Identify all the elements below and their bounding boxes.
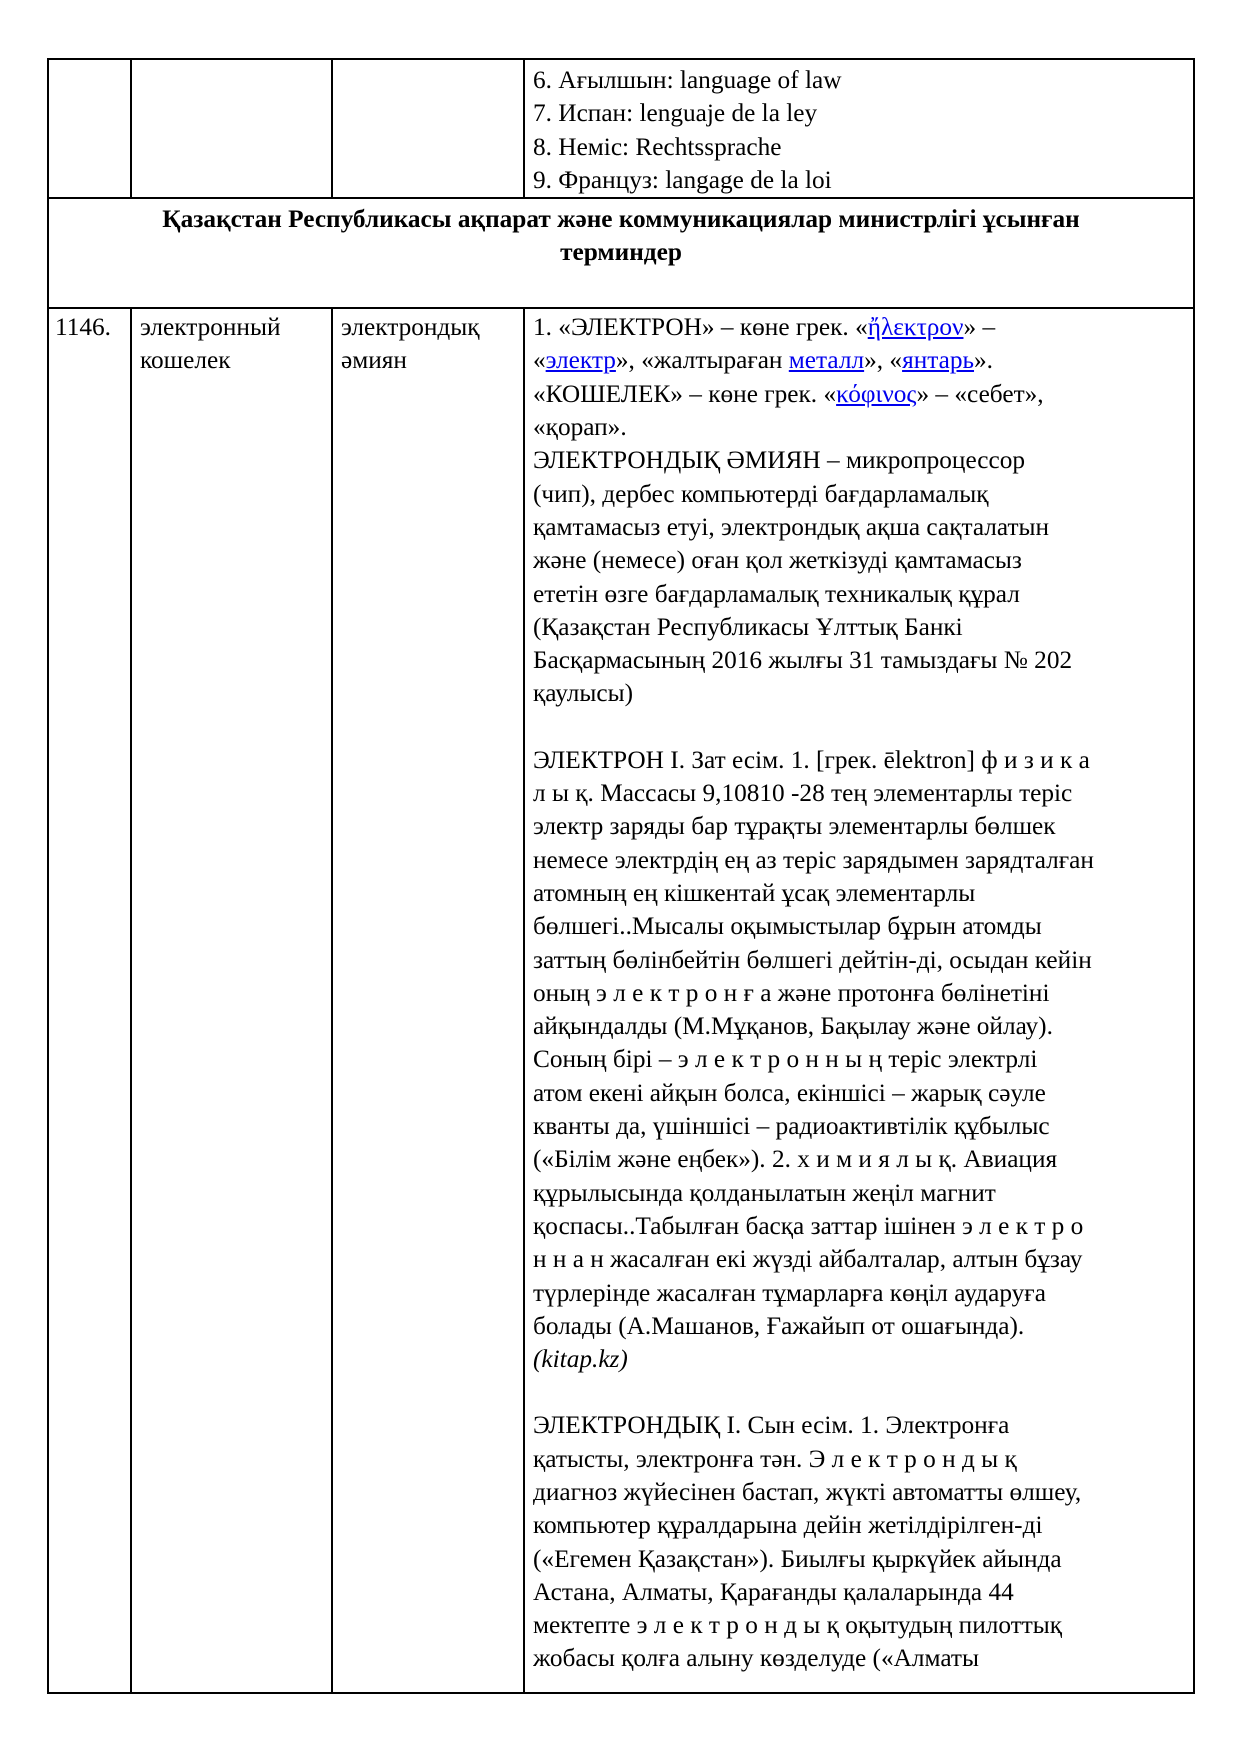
electron-paragraph-line: қоспасы..Табылған басқа заттар ішінен э л е к т р о (533, 1211, 1084, 1240)
definition-line: ететін өзге бағдарламалық техникалық құрал (533, 579, 1020, 608)
electron-paragraph-line: түрлерінде жасалған тұмарларға көңіл аударуға (533, 1278, 1046, 1307)
definition-line: қаулысы) (533, 679, 634, 708)
electron-paragraph-line: кванты да, үшіншісі – радиоактивтілік құбылыс (533, 1112, 1050, 1141)
greek-kofinos-link[interactable]: κόφινος (836, 379, 917, 408)
continuation-row (48, 59, 1194, 198)
definition-line: ЭЛЕКТРОНДЫҚ ӘМИЯН – микропроцессор (533, 446, 1026, 475)
electron-paragraph-line: н н а н жасалған екі жүзді айбалталар, алтын бұзау (533, 1245, 1083, 1274)
electron-paragraph-line: («Білім және еңбек»). 2. х и м и я л ы қ. Авиация (533, 1145, 1058, 1174)
electronic-paragraph-line: жобасы қолға алыну көзделуде («Алматы (533, 1644, 979, 1673)
electronic-paragraph-line: қатысты, электронға тән. Э л е к т р о н д ы қ (533, 1444, 1017, 1473)
electron-paragraph-line: заттың бөлінбейтін бөлшегі дейтін-ді, осыдан кейін (533, 945, 1092, 974)
kazakh-term-cell (332, 308, 524, 1693)
electronic-paragraph-line: мектепте э л е к т р о н д ы қ оқытудың пилоттық (533, 1611, 1063, 1640)
definition-line: Басқармасының 2016 жылғы 31 тамыздағы № 202 (533, 646, 1073, 675)
electron-paragraph-line: бөлшегі..Мысалы оқымыстылар бұрын атомды (533, 912, 1042, 941)
electron-paragraph-line: атом екені айқын болса, екіншісі – жарық сәуле (533, 1078, 1046, 1107)
translation-line: 6. Ағылшын: language of law (533, 66, 842, 94)
entry-number: 1146. (55, 313, 111, 342)
electron-paragraph-line: немесе электрдің ең аз теріс зарядымен зарядталған (533, 845, 1094, 874)
russian-term-line: электронный (140, 313, 281, 342)
electron-paragraph-line: атомның ең кішкентай ұсақ элементарлы (533, 878, 976, 907)
section-heading-line: Қазақстан Республикасы ақпарат және коммуникациялар министрлігі ұсынған (162, 205, 1080, 234)
electronic-paragraph-line: Астана, Алматы, Қарағанды қалаларында 44 (533, 1577, 1014, 1606)
kazakh-term-line: әмиян (341, 346, 407, 375)
metal-link[interactable]: металл (788, 346, 865, 375)
electron-paragraph-line: электр заряды бар тұрақты элементарлы бөлшек (533, 812, 1056, 841)
term-description-cell (524, 308, 1194, 1693)
etymology-line: «КОШЕЛЕК» – көне грек. «κόφινος» – «себет», (533, 379, 1044, 408)
definition-line: қамтамасыз етуі, электрондық ақша сақталатын (533, 512, 1050, 541)
paragraph-gap (533, 1376, 1193, 1409)
section-heading-line: терминдер (560, 238, 682, 267)
etymology-line: 1. «ЭЛЕКТРОН» – көне грек. «ἤλεκτρον» – (533, 313, 996, 342)
electron-paragraph-line: айқындалды (М.Мұқанов, Бақылау және ойлау). (533, 1012, 1053, 1041)
russian-term-line: кошелек (140, 346, 231, 375)
electronic-paragraph-line: диагноз жүйесінен бастап, жүкті автоматты өлшеу, (533, 1477, 1082, 1506)
section-heading (48, 198, 1194, 308)
definition-line: және (немесе) оған қол жеткізуді қамтамасыз (533, 546, 1022, 575)
continuation-number-cell (48, 59, 131, 198)
electron-paragraph-line: Соның бірі – э л е к т р о н н ы ң теріс электрлі (533, 1045, 1038, 1074)
greek-electron-link[interactable]: ἤλεκτρον (867, 313, 964, 342)
electronic-paragraph-line: компьютер құралдарына дейін жетілдірілген-ді (533, 1511, 1043, 1540)
entry-number-cell (48, 308, 131, 1693)
electron-paragraph-line: болады (А.Машанов, Ғажайып от ошағында). (533, 1311, 1025, 1340)
electronic-paragraph-line: ЭЛЕКТРОНДЫҚ I. Сын есім. 1. Электронға (533, 1411, 1010, 1440)
electron-paragraph-line: ЭЛЕКТРОН I. Зат есім. 1. [грек. ēlektron] ф и з и к а (533, 745, 1090, 774)
continuation-description-cell (524, 59, 1194, 198)
etymology-line: «электр», «жалтыраған металл», «янтарь». (533, 346, 993, 375)
definition-line: (чип), дербес компьютерді бағдарламалық (533, 479, 989, 508)
continuation-russian-cell (131, 59, 332, 198)
electronic-paragraph-line: («Егемен Қазақстан»). Биылғы қыркүйек айында (533, 1544, 1062, 1573)
translation-line: 9. Француз: langage de la loi (533, 165, 832, 194)
translation-line: 7. Испан: lenguaje de la ley (533, 99, 818, 128)
electron-paragraph-line: құрылысында қолданылатын жеңіл магнит (533, 1178, 996, 1207)
etymology-line: «қорап». (533, 413, 627, 442)
paragraph-gap (533, 711, 1193, 744)
terms-table (47, 58, 1195, 1694)
term-entry-row (48, 308, 1194, 1693)
source-citation: (kitap.kz) (533, 1345, 628, 1374)
section-header-row (48, 198, 1194, 308)
amber-link[interactable]: янтарь (902, 346, 975, 375)
electron-paragraph-line: оның э л е к т р о н ғ а және протонға бөлінетіні (533, 978, 1050, 1007)
electron-paragraph-line: л ы қ. Массасы 9,10810 -28 тең элементарлы теріс (533, 779, 1073, 808)
kazakh-term-line: электрондық (341, 313, 480, 342)
translation-line: 8. Неміс: Rechtssprache (533, 132, 782, 161)
continuation-kazakh-cell (332, 59, 524, 198)
electr-link[interactable]: электр (545, 346, 616, 375)
russian-term-cell (131, 308, 332, 1693)
definition-line: (Қазақстан Республикасы Ұлттық Банкі (533, 612, 963, 641)
